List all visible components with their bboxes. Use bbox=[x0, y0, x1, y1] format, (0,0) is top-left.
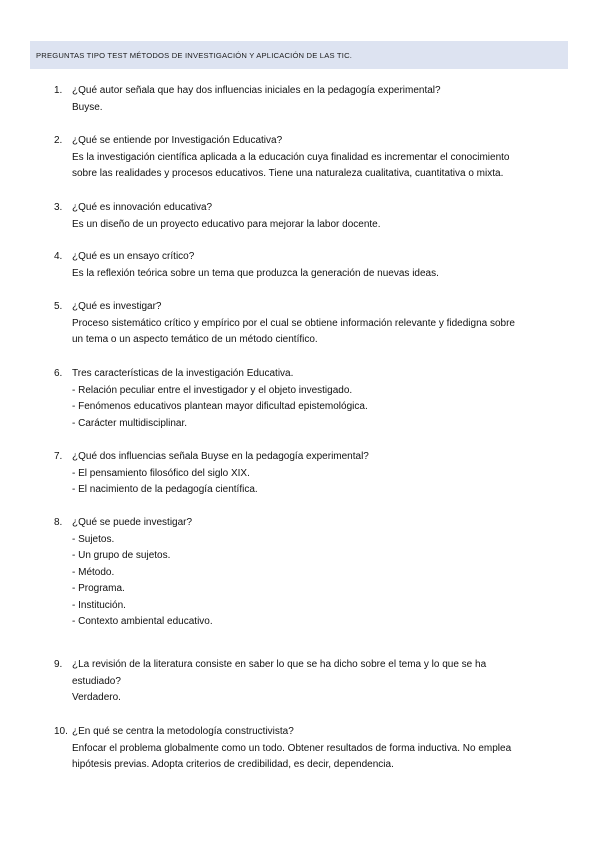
answer-line: Buyse. bbox=[72, 101, 103, 113]
answer-line: - Programa. bbox=[72, 583, 125, 594]
question-item bbox=[54, 366, 564, 432]
answer-line: - Método. bbox=[72, 566, 115, 578]
question-item bbox=[54, 724, 564, 774]
answer-line: - El nacimiento de la pedagogía científica. bbox=[72, 484, 258, 495]
header-title: PREGUNTAS TIPO TEST MÉTODOS DE INVESTIGACIÓN Y APLICACIÓN DE LAS TIC. bbox=[36, 50, 353, 60]
answer-line: Es la investigación científica aplicada a la educación cuya finalidad es incrementar el conocimiento bbox=[72, 151, 510, 163]
answer-line: - Contexto ambiental educativo. bbox=[72, 616, 213, 627]
question-text: ¿Qué es un ensayo crítico? bbox=[72, 251, 195, 262]
question-text-continued: estudiado? bbox=[72, 675, 121, 687]
question-number: 5. bbox=[54, 301, 63, 312]
answer-line: un tema o un aspecto temático de un método científico. bbox=[72, 334, 318, 345]
question-number: 10. bbox=[54, 726, 68, 737]
answer-line: Enfocar el problema globalmente como un todo. Obtener resultados de forma inductiva. No emplea bbox=[72, 742, 512, 754]
answer-line: - Institución. bbox=[72, 599, 126, 611]
answer-line: - Relación peculiar entre el investigador y el objeto investigado. bbox=[72, 384, 353, 396]
answer-line: Verdadero. bbox=[72, 692, 121, 703]
question-text: ¿La revisión de la literatura consiste en saber lo que se ha dicho sobre el tema y lo que se ha bbox=[72, 659, 487, 670]
question-number: 8. bbox=[54, 517, 63, 528]
answer-line: hipótesis previas. Adopta criterios de credibilidad, es decir, dependencia. bbox=[72, 759, 394, 770]
question-text: ¿En qué se centra la metodología constructivista? bbox=[72, 726, 294, 737]
question-item bbox=[54, 449, 564, 499]
answer-line: Proceso sistemático crítico y empírico por el cual se obtiene información relevante y fidedigna sobre bbox=[72, 317, 515, 329]
question-item bbox=[54, 249, 564, 282]
answer-line: - Carácter multidisciplinar. bbox=[72, 417, 188, 429]
question-item bbox=[54, 299, 564, 349]
question-text: Tres características de la investigación Educativa. bbox=[72, 368, 294, 379]
question-item bbox=[54, 133, 564, 183]
question-text: ¿Qué se puede investigar? bbox=[72, 517, 193, 528]
question-text: ¿Qué es innovación educativa? bbox=[72, 202, 213, 213]
question-item bbox=[54, 200, 564, 233]
answer-line: - Un grupo de sujetos. bbox=[72, 550, 171, 561]
question-text: ¿Qué se entiende por Investigación Educativa? bbox=[72, 135, 283, 146]
question-number: 1. bbox=[54, 85, 63, 96]
question-item bbox=[54, 515, 564, 631]
question-number: 4. bbox=[54, 251, 63, 262]
question-number: 9. bbox=[54, 659, 63, 670]
answer-line: - Fenómenos educativos plantean mayor dificultad epistemológica. bbox=[72, 401, 368, 412]
question-item bbox=[54, 657, 564, 707]
question-item bbox=[54, 83, 564, 116]
answer-line: Es un diseño de un proyecto educativo para mejorar la labor docente. bbox=[72, 218, 381, 230]
question-text: ¿Qué autor señala que hay dos influencias iniciales en la pedagogía experimental? bbox=[72, 85, 441, 96]
question-number: 2. bbox=[54, 135, 63, 146]
answer-line: - El pensamiento filosófico del siglo XIX. bbox=[72, 467, 250, 479]
answer-line: sobre las realidades y procesos educativos. Tiene una naturaleza cualitativa, cuantitativa o mixta. bbox=[72, 168, 504, 179]
question-text: ¿Qué dos influencias señala Buyse en la pedagogía experimental? bbox=[72, 451, 369, 462]
answer-line: Es la reflexión teórica sobre un tema que produzca la generación de nuevas ideas. bbox=[72, 267, 439, 279]
question-number: 6. bbox=[54, 368, 63, 379]
document-header bbox=[30, 41, 568, 69]
question-number: 3. bbox=[54, 202, 63, 213]
question-number: 7. bbox=[54, 451, 63, 462]
question-text: ¿Qué es investigar? bbox=[72, 301, 162, 312]
answer-line: - Sujetos. bbox=[72, 533, 115, 545]
